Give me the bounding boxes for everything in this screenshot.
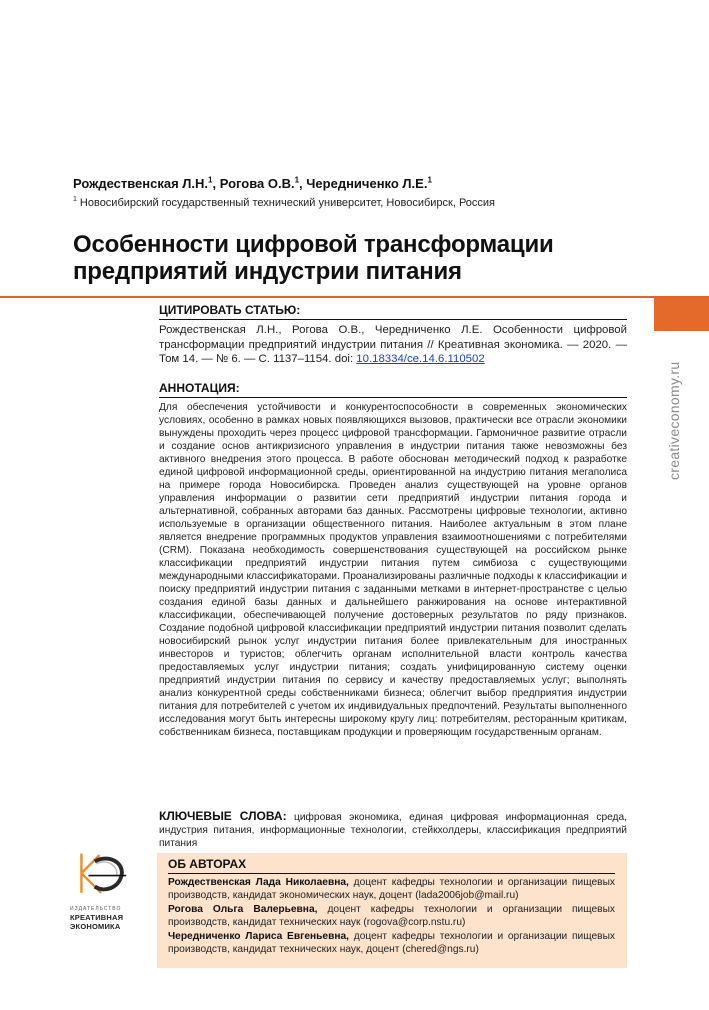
orange-divider (0, 296, 709, 298)
publisher-logo-icon (70, 852, 140, 907)
site-url-vertical: creativeconomy.ru (666, 361, 682, 480)
article-title (73, 231, 554, 285)
author-bio (168, 877, 615, 902)
author-bio-text: доцент кафедры технологии и организации пищевых производств, кандидат технических наук, доцент (chered@ngs.ru) (168, 931, 615, 955)
author-bio-name: Чередниченко Лариса Евгеньевна, (168, 931, 350, 943)
author-bio (168, 904, 615, 929)
author-affiliation-mark: 1 (294, 175, 300, 185)
title-line-1: Особенности цифровой трансформации (73, 231, 554, 258)
keywords-text: цифровая экономика, единая цифровая информационная среда, индустрия питания, информационные технологии, стейкхолдеры, классификация предприятий питания (159, 812, 627, 849)
about-authors-box (157, 853, 627, 968)
author-bio (168, 931, 615, 956)
author-affiliation-mark: 1 (427, 175, 432, 185)
author-bio-text: доцент кафедры технологии и организации пищевых производств, кандидат экономических наук, доцент (lada2006job@mail.ru) (168, 877, 615, 901)
logo-text-line2: КРЕАТИВНАЯ (70, 913, 124, 922)
abstract-heading: АННОТАЦИЯ: (159, 381, 627, 398)
author-affiliation-mark: 1 (208, 175, 213, 185)
abstract-text: Для обеспечения устойчивости и конкурентоспособности в современных экономических условиях, особенно в рамках новых появляющихся вызовов, практически все отрасли экономики вынуждены проходить через процесс цифровой трансформации. Гармоничное развитие отрасли и создание основ антикризисного управления в индустрии питания также невозможны без активного внедрения этого процесса. В работе обоснован методический подход к разработке единой цифровой информационной среды, ориентированной на индустрию питания мегаполиса на примере города Новосибирска. Проведен анализ существующей на уровне органов управления информации о развитии сети предприятий индустрии питания города и альтернативной, собранных авторами баз данных. Рассмотрены цифровые технологии, активно используемые в организации общественного питания. Наиболее актуальным в этом плане является внедрение программных продуктов управления взаимоотношениями с потребителями (CRM). Показана необходимость совершенствования существующей на российском рынке классификации предприятий индустрии питания путем симбиоза с существующими международными классификаторами. Проанализированы различные подходы к классификации и поиску предприятий индустрии питания с заданными метками в интернет-пространстве с целью создания единой базы данных и дальнейшего ранжирования на основе интерактивной классификации, обеспечивающей получение достоверных результатов по ряду признаков. Создание подобной цифровой классификации предприятий индустрии питания позволит сделать новосибирский рынок услуг индустрии питания более привлекательным для иностранных инвесторов и туристов; облегчить органам исполнительной власти контроль качества предоставляемых услуг индустрии питания; создать унифицированную систему оценки предприятий индустрии питания по сервису и качеству предоставляемых услуг; выполнять анализ конкурентной среды собственниками бизнеса; облегчит выбор предприятия индустрии питания для потребителей с учетом их индивидуальных предпочтений. Результаты выполненного исследования могут быть интересны широкому кругу лиц: потребителям, ресторанным критикам, собственникам бизнеса, поставщикам продукции и проверяющим государственным органам. (159, 402, 627, 738)
citation-heading: ЦИТИРОВАТЬ СТАТЬЮ: (159, 303, 627, 320)
doi-link[interactable]: 10.18334/ce.14.6.110502 (356, 353, 485, 366)
abstract-section (159, 381, 627, 739)
logo-text-line1: ИЗДАТЕЛЬСТВО (70, 906, 122, 912)
citation-body: Рождественская Л.Н., Рогова О.В., Чередниченко Л.Е. Особенности цифровой трансформации предприятий индустрии питания // Креативная экономика. — 2020. — Том 14. — № 6. — С. 1137–1154. doi: (159, 324, 627, 366)
author-bio-name: Рождественская Лада Николаевна, (168, 877, 349, 888)
citation-text (159, 323, 627, 367)
author-bio-name: Рогова Ольга Валерьевна, (168, 904, 318, 916)
author-name: Рогова О.В. (219, 176, 295, 191)
author-bio-text: доцент кафедры технологии и организации пищевых производств, кандидат технических наук (rogova@corp.nstu.ru) (168, 904, 615, 928)
citation-section (159, 303, 627, 367)
author-name: Рождественская Л.Н. (73, 176, 209, 191)
authors-line: Рождественская Л.Н.$^1$, Рогова О.В.$^1$, Чередниченко Л.Е.$^1$ (73, 175, 432, 191)
author-name: Чередниченко Л.Е. (306, 176, 428, 191)
affiliation-text: Новосибирский государственный технический университет, Новосибирск, Россия (79, 197, 496, 209)
title-line-2: предприятий индустрии питания (73, 258, 462, 285)
keywords-label: КЛЮЧЕВЫЕ СЛОВА: (159, 809, 287, 823)
keywords-section (159, 810, 627, 850)
orange-side-tab (654, 298, 709, 331)
affiliation (73, 197, 495, 209)
about-heading: ОБ АВТОРАХ (168, 857, 615, 874)
logo-text-line3: ЭКОНОМИКА (70, 922, 121, 931)
affiliation-mark: 1 (73, 196, 77, 204)
